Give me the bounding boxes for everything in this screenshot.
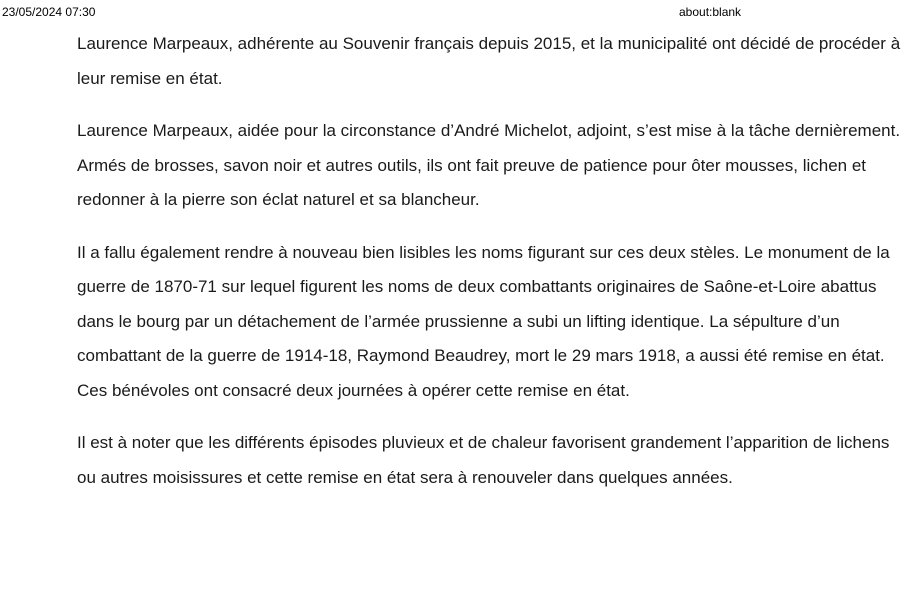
article-paragraph-4: Il est à noter que les différents épisodes pluvieux et de chaleur favorisent grandement l’apparition de lichens ou autres moisissures et cette remise en état sera à renouveler dans quelques années. xyxy=(77,433,890,487)
article-paragraph-2: Laurence Marpeaux, aidée pour la circonstance d’André Michelot, adjoint, s’est mise à la tâche dernièrement. Armés de brosses, savon noir et autres outils, ils ont fait preuve de patience pour ôter mousses, lichen et redonner à la pierre son éclat naturel et sa blancheur. xyxy=(77,121,901,209)
article-paragraph-3: Il a fallu également rendre à nouveau bien lisibles les noms figurant sur ces deux stèles. Le monument de la guerre de 1870-71 sur lequel figurent les noms de deux combattants originaires de Saône-et-Loire abattus dans le bourg par un détachement de l’armée prussienne a subi un lifting identique. La sépulture d’un combattant de la guerre de 1914-18, Raymond Beaudrey, mort le 29 mars 1918, a aussi été remise en état. Ces bénévoles ont consacré deux journées à opérer cette remise en état. xyxy=(77,242,890,400)
print-url: about:blank xyxy=(679,5,742,19)
print-header xyxy=(0,4,923,20)
print-datetime: 23/05/2024 07:30 xyxy=(2,5,96,19)
article-paragraph-1: Laurence Marpeaux, adhérente au Souvenir français depuis 2015, et la municipalité ont décidé de procéder à leur remise en état. xyxy=(77,34,901,88)
article-body xyxy=(77,27,907,513)
